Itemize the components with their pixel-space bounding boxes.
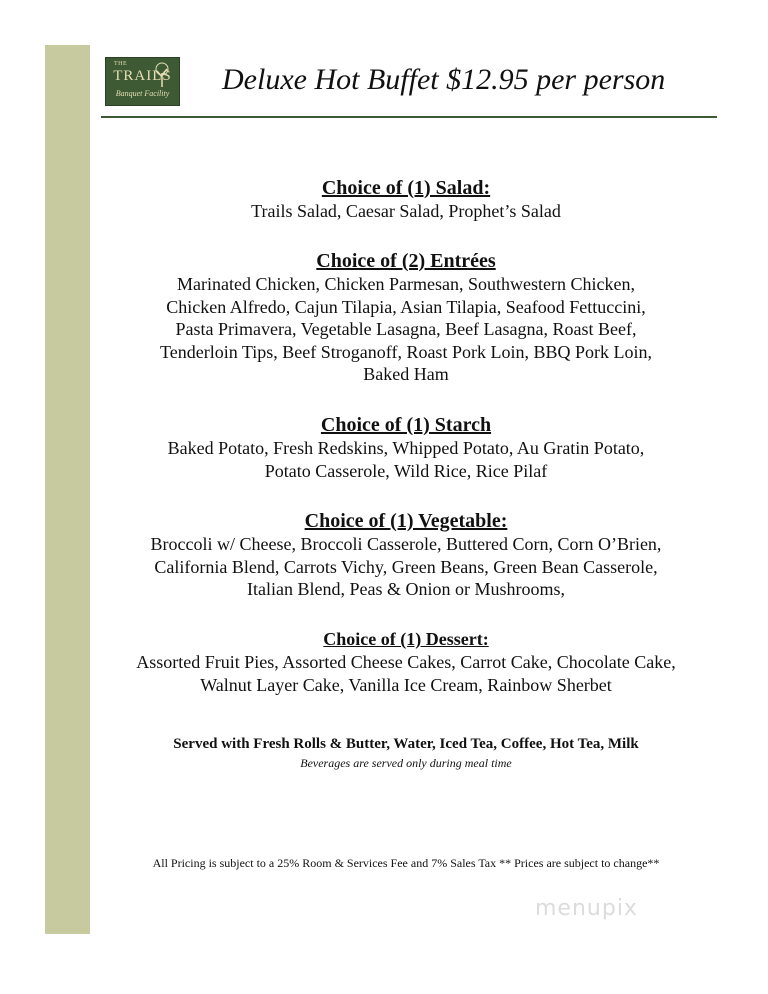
section-line: California Blend, Carrots Vichy, Green Beans, Green Bean Casserole,: [154, 556, 658, 577]
logo-banquet: Banquet Facility: [115, 89, 170, 98]
watermark: menupix: [535, 896, 638, 921]
section-heading: Choice of (1) Vegetable:: [304, 510, 508, 532]
section-entrees: [90, 249, 722, 386]
served-with: Served with Fresh Rolls & Butter, Water, Iced Tea, Coffee, Hot Tea, Milk: [173, 736, 639, 752]
page-title: Deluxe Hot Buffet $12.95 per person: [222, 63, 666, 96]
logo-the: THE: [114, 61, 128, 67]
section-line: Chicken Alfredo, Cajun Tilapia, Asian Tilapia, Seafood Fettuccini,: [166, 296, 646, 317]
section-heading: Choice of (2) Entrées: [316, 250, 496, 272]
section-line: Trails Salad, Caesar Salad, Prophet’s Salad: [251, 201, 561, 221]
logo-trails: TRAILS: [113, 68, 172, 84]
section-starch: [90, 413, 722, 482]
decorative-sidebar: [45, 45, 90, 934]
section-line: Tenderloin Tips, Beef Stroganoff, Roast Pork Loin, BBQ Pork Loin,: [160, 341, 652, 362]
beverage-note: Beverages are served only during meal time: [300, 756, 512, 770]
section-line: Pasta Primavera, Vegetable Lasagna, Beef Lasagna, Roast Beef,: [175, 319, 637, 339]
title-divider: [101, 116, 717, 118]
trails-logo: [105, 57, 180, 106]
section-line: Baked Ham: [363, 364, 449, 384]
section-line: Broccoli w/ Cheese, Broccoli Casserole, Buttered Corn, Corn O’Brien,: [150, 534, 662, 554]
section-line: Italian Blend, Peas & Onion or Mushrooms,: [247, 579, 565, 599]
section-salad: [90, 176, 722, 223]
section-line: Baked Potato, Fresh Redskins, Whipped Potato, Au Gratin Potato,: [167, 438, 645, 458]
section-heading: Choice of (1) Salad:: [321, 177, 491, 199]
section-heading: Choice of (1) Dessert:: [323, 629, 489, 649]
section-vegetable: [90, 509, 722, 601]
section-line: Potato Casserole, Wild Rice, Rice Pilaf: [264, 460, 548, 481]
pricing-note: All Pricing is subject to a 25% Room & Services Fee and 7% Sales Tax ** Prices are subject to change**: [152, 856, 660, 870]
section-dessert: [90, 627, 722, 696]
section-line: Marinated Chicken, Chicken Parmesan, Southwestern Chicken,: [177, 274, 635, 294]
section-heading: Choice of (1) Starch: [320, 414, 492, 436]
section-line: Assorted Fruit Pies, Assorted Cheese Cakes, Carrot Cake, Chocolate Cake,: [136, 652, 676, 672]
section-line: Walnut Layer Cake, Vanilla Ice Cream, Rainbow Sherbet: [200, 674, 612, 695]
